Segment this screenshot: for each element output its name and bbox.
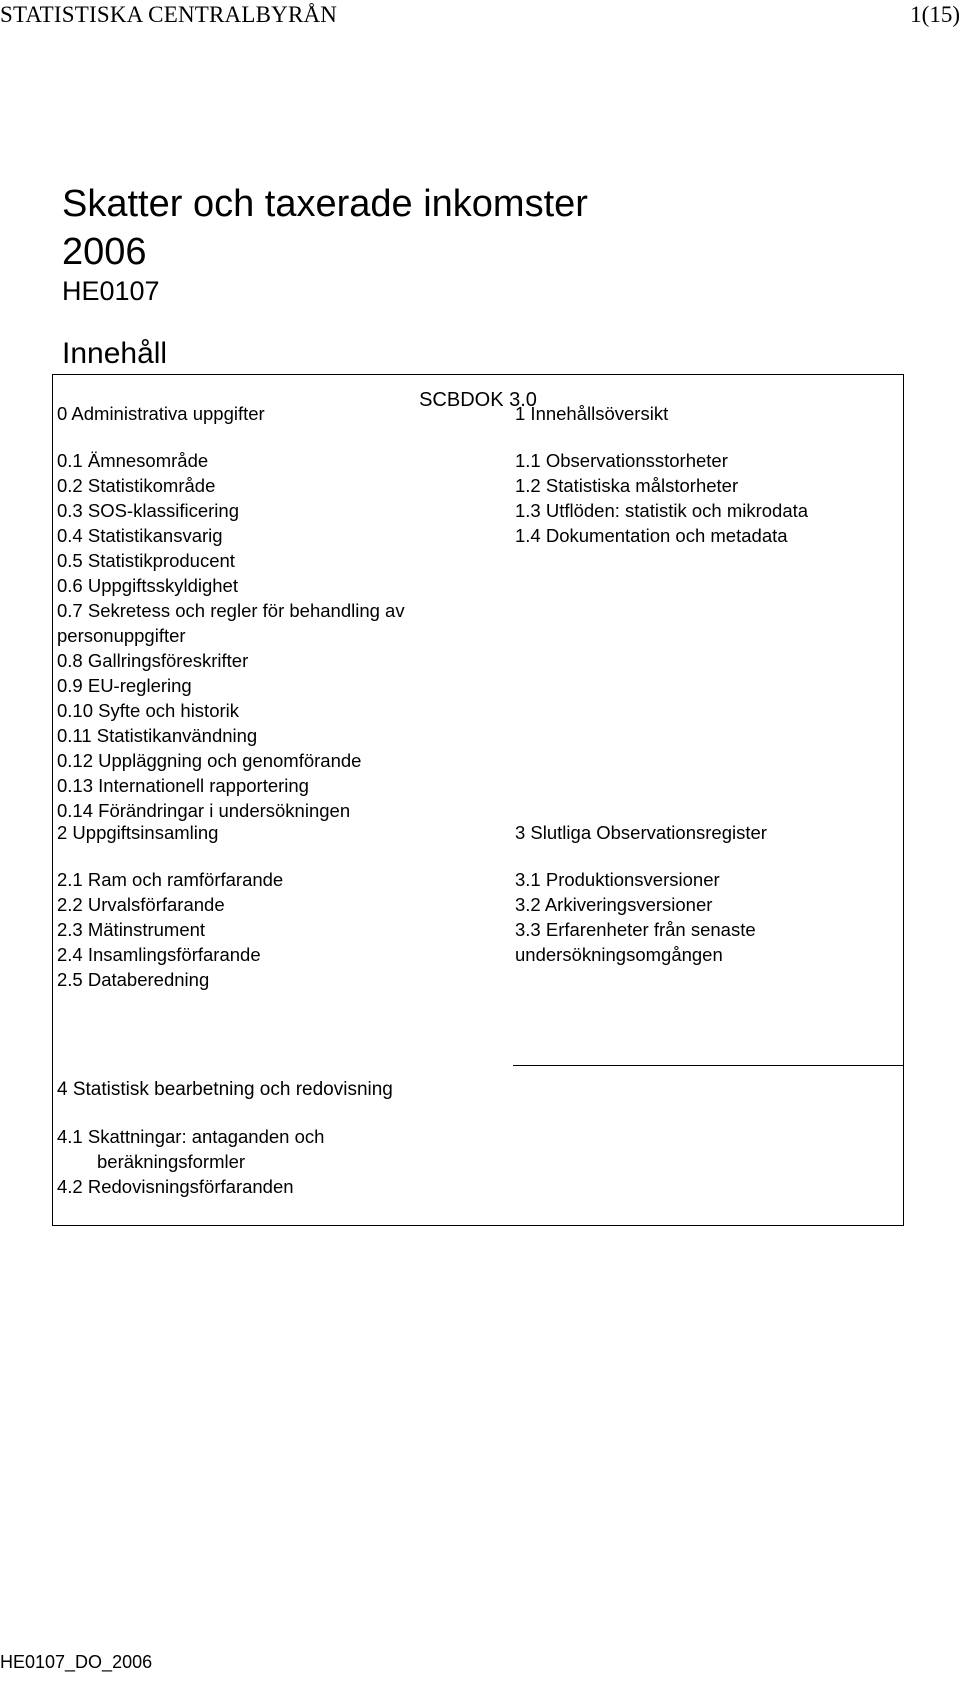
page-number: 1(15) — [910, 2, 960, 27]
list-item: 0.14 Förändringar i undersökningen — [57, 800, 351, 821]
list-item: 0.2 Statistikområde — [57, 475, 216, 496]
list-item: 3.1 Produktionsversioner — [515, 869, 720, 890]
list-item: 2.4 Insamlingsförfarande — [57, 944, 261, 965]
table-divider — [513, 1065, 903, 1066]
section-1 — [515, 401, 808, 548]
list-item: personuppgifter — [57, 625, 186, 646]
list-item: 0.8 Gallringsföreskrifter — [57, 650, 249, 671]
list-item: 0.3 SOS-klassificering — [57, 500, 239, 521]
list-item: 0.7 Sekretess och regler för behandling av — [57, 600, 405, 621]
list-item: 0.12 Uppläggning och genomförande — [57, 750, 362, 771]
section-3 — [515, 820, 767, 967]
document-title — [62, 180, 588, 276]
list-item: 0.13 Internationell rapportering — [57, 775, 309, 796]
product-code: HE0107 — [62, 276, 160, 306]
list-item: 0.9 EU-reglering — [57, 675, 192, 696]
list-item: 4.2 Redovisningsförfaranden — [57, 1176, 294, 1197]
section-title: 0 Administrativa uppgifter — [57, 403, 265, 424]
section-title: 2 Uppgiftsinsamling — [57, 822, 219, 843]
list-item: 0.5 Statistikproducent — [57, 550, 235, 571]
list-item: undersökningsomgången — [515, 944, 723, 965]
section-4 — [57, 1077, 393, 1199]
section-0 — [57, 401, 405, 823]
section-title: 4 Statistisk bearbetning och redovisning — [57, 1079, 393, 1100]
list-item: 0.1 Ämnesområde — [57, 450, 209, 471]
list-item: 0.4 Statistikansvarig — [57, 525, 223, 546]
list-item: 3.3 Erfarenheter från senaste — [515, 919, 756, 940]
list-item: 2.1 Ram och ramförfarande — [57, 869, 284, 890]
list-item: 1.1 Observationsstorheter — [515, 450, 728, 471]
table-caption: SCBDOK 3.0 — [419, 389, 537, 411]
organization-name: STATISTISKA CENTRALBYRÅN — [0, 2, 338, 27]
list-item: beräkningsformler — [97, 1151, 246, 1172]
list-item: 1.2 Statistiska målstorheter — [515, 475, 739, 496]
contents-heading: Innehåll — [62, 337, 168, 370]
list-item: 2.3 Mätinstrument — [57, 919, 206, 940]
section-2 — [57, 820, 283, 992]
document-footer: HE0107_DO_2006 — [0, 1652, 153, 1672]
list-item: 0.6 Uppgiftsskyldighet — [57, 575, 238, 596]
list-item: 2.2 Urvalsförfarande — [57, 894, 225, 915]
section-title: 1 Innehållsöversikt — [515, 403, 669, 424]
title-line-2: 2006 — [62, 231, 147, 273]
section-title: 3 Slutliga Observationsregister — [515, 822, 767, 843]
title-line-1: Skatter och taxerade inkomster — [62, 183, 588, 225]
list-item: 4.1 Skattningar: antaganden och — [57, 1126, 325, 1147]
list-item: 0.10 Syfte och historik — [57, 700, 240, 721]
list-item: 1.4 Dokumentation och metadata — [515, 525, 788, 546]
list-item: 2.5 Databeredning — [57, 969, 210, 990]
page-header — [0, 2, 960, 32]
contents-table — [52, 374, 904, 1226]
list-item: 1.3 Utflöden: statistik och mikrodata — [515, 500, 809, 521]
list-item: 3.2 Arkiveringsversioner — [515, 894, 713, 915]
list-item: 0.11 Statistikanvändning — [57, 725, 258, 746]
